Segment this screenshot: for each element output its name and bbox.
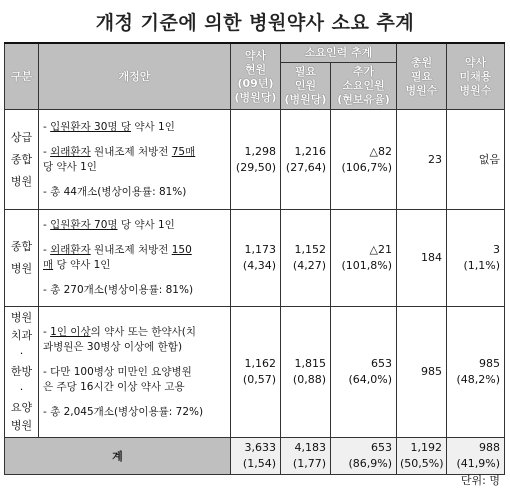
cell-current: 1,298 (29,50) [231, 110, 281, 210]
cell-additional: 653 (64,0%) [331, 307, 397, 438]
header-demand-group: 소요인력 추계 [281, 43, 397, 63]
row-category: 상급 종합 병원 [5, 110, 39, 210]
cell-unemployed: 없음 [447, 110, 505, 210]
total-total: 1,192 (50,5%) [397, 438, 447, 475]
row-plan: - 입원환자 30명 당 약사 1인 - 외래환자 원내조제 처방전 75매 당 약사 1인 - 총 44개소(병상이용률: 81%) [39, 110, 231, 210]
total-required: 4,183 (1,77) [281, 438, 331, 475]
header-required: 필요 인원 (병원당) [281, 63, 331, 110]
header-unemployed: 약사 미채용 병원수 [447, 43, 505, 110]
cell-required: 1,216 (27,64) [281, 110, 331, 210]
total-additional: 653 (86,9%) [331, 438, 397, 475]
cell-required: 1,815 (0,88) [281, 307, 331, 438]
cell-required: 1,152 (4,27) [281, 210, 331, 307]
cell-total: 23 [397, 110, 447, 210]
table-row [5, 110, 505, 210]
cell-additional: △82 (106,7%) [331, 110, 397, 210]
table-row [5, 307, 505, 438]
header-plan: 개정안 [39, 43, 231, 110]
unit-note: 단위: 명 [460, 474, 500, 487]
cell-total: 985 [397, 307, 447, 438]
row-category: 병원 치과 · 한방 · 요양 병원 [5, 307, 39, 438]
pharmacist-demand-table [4, 42, 505, 475]
total-label: 계 [5, 438, 231, 475]
cell-unemployed: 985 (48,2%) [447, 307, 505, 438]
page-title: 개정 기준에 의한 병원약사 소요 추계 [95, 12, 415, 34]
row-plan: - 입원환자 70명 당 약사 1인 - 외래환자 원내조제 처방전 150 매 당 약사 1인 - 총 270개소(병상이용률: 81%) [39, 210, 231, 307]
cell-additional: △21 (101,8%) [331, 210, 397, 307]
cell-current: 1,173 (4,34) [231, 210, 281, 307]
header-category: 구분 [5, 43, 39, 110]
cell-current: 1,162 (0,57) [231, 307, 281, 438]
row-category: 종합 병원 [5, 210, 39, 307]
cell-total: 184 [397, 210, 447, 307]
total-row [5, 438, 505, 475]
total-current: 3,633 (1,54) [231, 438, 281, 475]
table-row [5, 210, 505, 307]
total-unemployed: 988 (41,9%) [447, 438, 505, 475]
header-total-hospitals: 총원 필요 병원수 [397, 43, 447, 110]
cell-unemployed: 3 (1,1%) [447, 210, 505, 307]
header-additional: 추가 소요인원 (현보유율) [331, 63, 397, 110]
header-current: 약사 현원 (09년) (병원당) [231, 43, 281, 110]
row-plan: - 1인 이상의 약사 또는 한약사(치 과병원은 30병상 이상에 한함) - 다만 100병상 미만인 요양병원 은 주당 16시간 이상 약사 고용 - 총 2,045개소(병상이용률: 72%) [39, 307, 231, 438]
